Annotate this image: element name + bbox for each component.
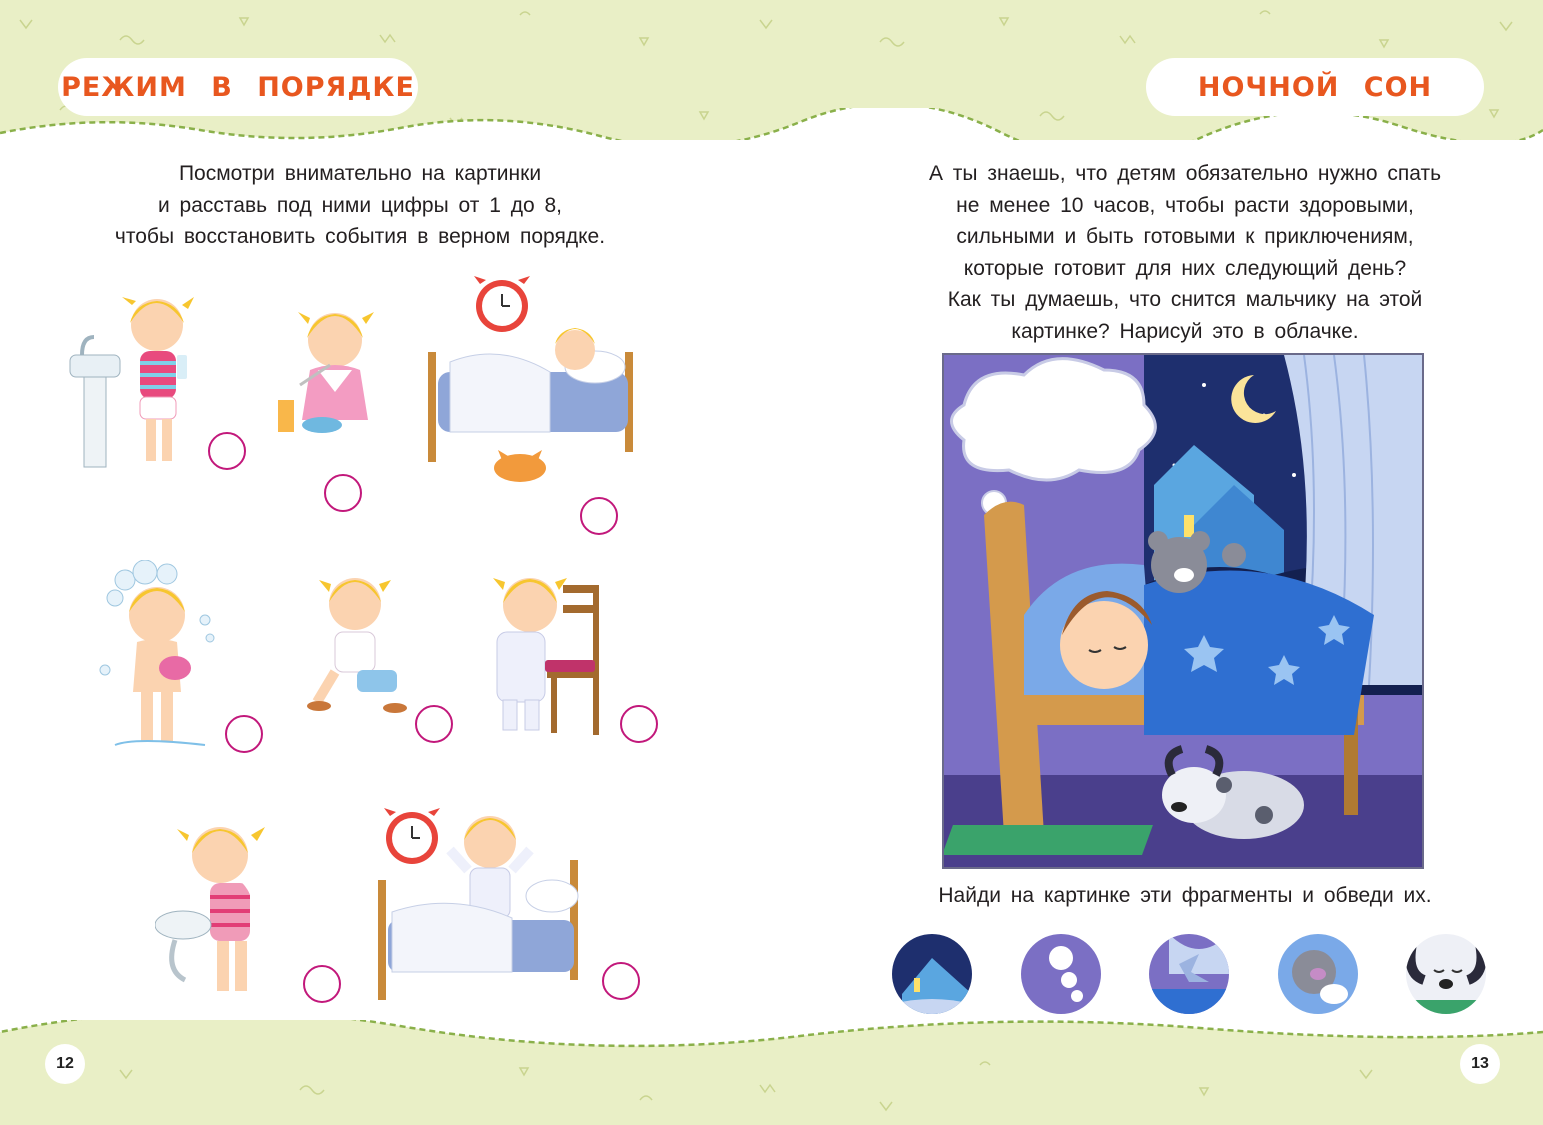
paragraph-line: картинке? Нарисуй это в облачке. — [1011, 319, 1359, 343]
answer-circle-2[interactable] — [324, 474, 362, 512]
instruction-line: Посмотри внимательно на картинки — [178, 162, 542, 185]
paragraph-line: Как ты думаешь, что снится мальчику на этой — [947, 288, 1423, 311]
fragment-dog-face[interactable] — [1406, 934, 1486, 1014]
left-page-header: РЕЖИМ В ПОРЯДКЕ — [58, 58, 418, 116]
paragraph-line: которые готовит для них следующий день? — [963, 256, 1407, 280]
right-page-header: НОЧНОЙ СОН — [1146, 58, 1484, 116]
answer-circle-6[interactable] — [620, 705, 658, 743]
find-fragments-instruction: Найди на картинке эти фрагменты и обведи их. — [938, 884, 1432, 907]
bedroom-illustration — [944, 355, 1424, 869]
girl-sleeping-in-bed-illustration — [420, 272, 645, 492]
fragment-curtain-bow[interactable] — [1149, 934, 1229, 1014]
girl-washing-hands-illustration — [155, 815, 285, 1000]
paragraph-line: А ты знаешь, что детям обязательно нужно спать — [928, 162, 1442, 185]
right-page-number: 13 — [1460, 1044, 1500, 1084]
bottom-decorative-band — [0, 1020, 1543, 1125]
bottom-doodle-pattern — [0, 1040, 1543, 1125]
night-bedroom-scene — [942, 353, 1424, 869]
girl-eating-breakfast-illustration — [270, 300, 395, 450]
answer-circle-1[interactable] — [208, 432, 246, 470]
answer-circle-5[interactable] — [415, 705, 453, 743]
answer-circle-8[interactable] — [602, 962, 640, 1000]
instruction-line: и расставь под ними цифры от 1 до 8, — [157, 193, 563, 217]
right-paragraph — [860, 158, 1510, 347]
instruction-line: чтобы восстановить события в верном порядке. — [114, 225, 606, 248]
paragraph-line: сильными и быть готовыми к приключениям, — [956, 225, 1414, 248]
girl-folding-clothes-illustration — [485, 570, 610, 740]
girl-showering-illustration — [95, 560, 225, 755]
girl-brushing-teeth-illustration — [62, 285, 212, 475]
fragment-teddy-paw[interactable] — [1278, 934, 1358, 1014]
answer-circle-3[interactable] — [580, 497, 618, 535]
girl-putting-on-shoes-illustration — [305, 572, 410, 717]
fragment-house-roof[interactable] — [892, 934, 972, 1014]
answer-circle-4[interactable] — [225, 715, 263, 753]
answer-circle-7[interactable] — [303, 965, 341, 1003]
fragment-cloud-bubbles[interactable] — [1021, 934, 1101, 1014]
thought-cloud — [952, 359, 1156, 480]
girl-waking-up-illustration — [372, 800, 587, 1005]
left-page-number: 12 — [45, 1044, 85, 1084]
left-instruction — [40, 158, 680, 253]
paragraph-line: не менее 10 часов, чтобы расти здоровыми, — [956, 193, 1414, 217]
